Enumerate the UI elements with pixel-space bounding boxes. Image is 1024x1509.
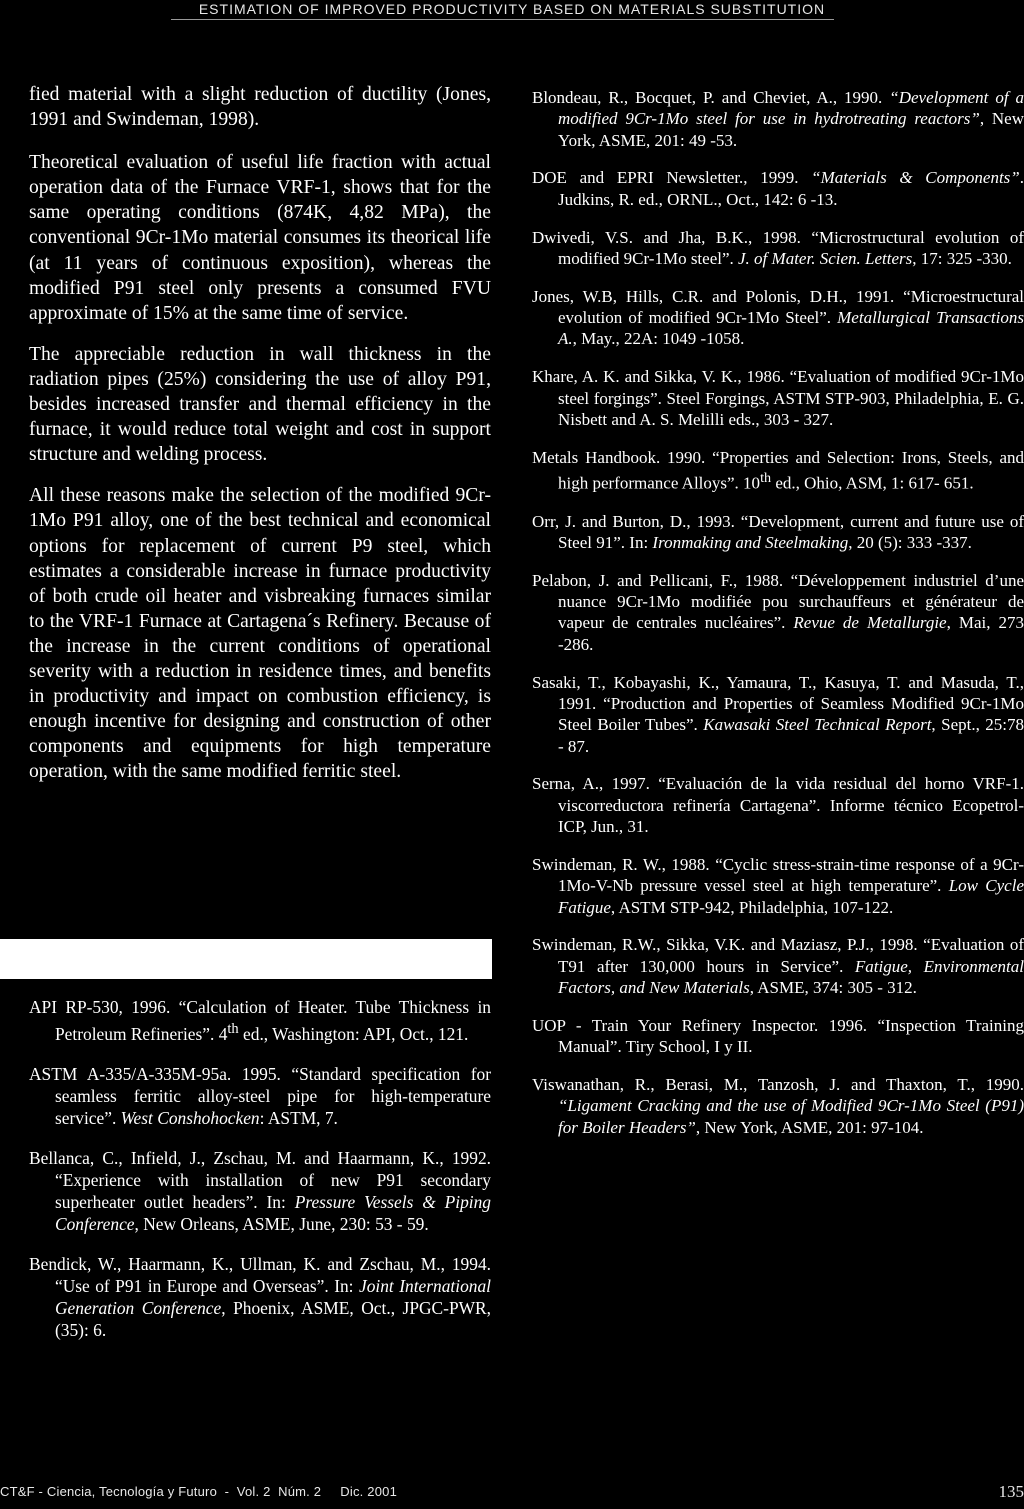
- reference-text: API RP-530, 1996. “Calculation of Heater. Tube Thickness in Petroleum Refineries”. 4: [29, 997, 491, 1044]
- reference-text: : ASTM, 7.: [259, 1107, 338, 1128]
- reference-italic: Ironmaking and Steelmaking: [652, 532, 849, 552]
- reference-entry: [532, 570, 1024, 655]
- reference-text: Sasaki, T., Kobayashi, K., Yamaura, T., Kasuya, T. and Masuda, T., 1991. “Production and Properties of Seamless Modified 9Cr-1Mo Steel Boiler Tubes”.: [532, 672, 1024, 735]
- reference-entry: [532, 227, 1024, 270]
- paragraph: All these reasons make the selection of the modified 9Cr-1Mo P91 alloy, one of the best technical and economical options for replacement of current P9 steel, which estimates a considerable increase in furnace productivity of both crude oil heater and visbreaking furnaces similar to the VRF-1 Furnace at Cartagena´s Refinery. Because of the increase in the current conditions of operational severity with a reduction in residence times, and benefits in productivity and impact on combustion efficiency, is enough incentive for designing and construction of other components and equipments for high temperature operation, with the same modified ferritic steel.: [29, 485, 491, 783]
- reference-entry: [532, 366, 1024, 430]
- paragraph: Theoretical evaluation of useful life fraction with actual operation data of the Furnace VRF-1, shows that for the same operating conditions (874K, 4,82 MPa), the conventional 9Cr-1Mo material consumes its theorical life (at 11 years of continuous exposition), whereas the modified P91 steel only presents a consumed FVU approximate of 15% at the same time of service.: [29, 152, 491, 324]
- reference-superscript: th: [227, 1021, 239, 1037]
- running-header-title: ESTIMATION OF IMPROVED PRODUCTIVITY BASED ON MATERIALS SUBSTITUTION: [198, 1, 826, 17]
- reference-entry: [29, 1253, 491, 1341]
- reference-text: Pelabon, J. and Pellicani, F., 1988. “Développement industriel d’une nuance 9Cr-1Mo modifiée pou surchauffeurs et générateur de vapeur de centrales nucléaires”.: [532, 570, 1024, 633]
- reference-text: , New York, ASME, 201: 49 -53.: [558, 109, 1024, 150]
- reference-text: Serna, A., 1997. “Evaluación de la vida residual del horno VRF-1. viscorreductora refinería Cartagena”. Informe técnico Ecopetrol-ICP, Jun., 31.: [532, 774, 1024, 837]
- reference-text: Swindeman, R.W., Sikka, V.K. and Maziasz, P.J., 1998. “Evaluation of T91 after 130,000 hours in Service”.: [532, 935, 1024, 976]
- reference-entry: [532, 1015, 1024, 1058]
- reference-text: Jones, W.B, Hills, C.R. and Polonis, D.H., 1991. “Microestructural evolution of modified 9Cr-1Mo Steel”.: [532, 286, 1024, 328]
- reference-text: ed., Ohio, ASM, 1: 617- 651.: [771, 473, 974, 493]
- body-text-column: [29, 82, 491, 800]
- reference-italic: Low Cycle Fatigue: [558, 876, 1024, 917]
- reference-entry: [532, 934, 1024, 998]
- reference-entry: [532, 854, 1024, 918]
- reference-text: . Judkins, R. ed., ORNL., Oct., 142: 6 -13.: [558, 168, 1024, 209]
- reference-entry: [532, 511, 1024, 554]
- page-number: 135: [998, 1482, 1024, 1501]
- reference-text: ed., Washington: API, Oct., 121.: [238, 1023, 469, 1044]
- reference-italic: “Ligament Cracking and the use of Modified 9Cr-1Mo Steel (P91) for Boiler Headers”: [558, 1096, 1024, 1137]
- paragraph: fied material with a slight reduction of ductility (Jones, 1991 and Swindeman, 1998).: [29, 84, 491, 131]
- reference-text: Bellanca, C., Infield, J., Zschau, M. and Haarmann, K., 1992. “Experience with installation of new P91 secondary superheater outlet headers”. In:: [29, 1147, 491, 1212]
- header-divider: [171, 19, 834, 20]
- reference-text: , May., 22A: 1049 -1058.: [572, 329, 745, 349]
- reference-entry: [532, 447, 1024, 494]
- reference-text: , ASTM STP-942, Philadelphia, 107-122.: [610, 897, 894, 917]
- reference-italic: Revue de Metallurgie: [793, 613, 947, 633]
- reference-italic: Joint International Generation Conference: [55, 1275, 491, 1318]
- reference-text: , Sept., 25:78 - 87.: [558, 715, 1024, 756]
- reference-text: Metals Handbook. 1990. “Properties and Selection: Irons, Steels, and high performance Alloys”. 10: [532, 447, 1024, 493]
- references-list-left: [29, 996, 491, 1359]
- reference-entry: [532, 87, 1024, 151]
- reference-text: Orr, J. and Burton, D., 1993. “Development, current and future use of Steel 91”. In:: [532, 511, 1024, 552]
- reference-text: , 20 (5): 333 -337.: [848, 532, 972, 552]
- reference-text: , ASME, 374: 305 - 312.: [749, 977, 917, 997]
- reference-italic: West Conshohocken: [120, 1107, 260, 1128]
- reference-italic: Fatigue, Environmental Factors, and New Materials: [558, 956, 1024, 997]
- references-list-right: [532, 87, 1024, 1155]
- reference-text: Dwivedi, V.S. and Jha, B.K., 1998. “Microstructural evolution of modified 9Cr-1Mo steel”.: [532, 227, 1024, 268]
- reference-entry: [532, 286, 1024, 350]
- reference-entry: [532, 672, 1024, 757]
- paragraph: The appreciable reduction in wall thickness in the radiation pipes (25%) considering the use of alloy P91, besides increased transfer and thermal efficiency in the furnace, it would reduce total weight and cost in support structure and welding process.: [29, 343, 491, 466]
- reference-text: , Mai, 273 -286.: [558, 613, 1024, 654]
- references-section-bar: [0, 939, 492, 979]
- reference-italic: Pressure Vessels & Piping Conference: [55, 1191, 491, 1234]
- reference-entry: [532, 773, 1024, 837]
- reference-italic: J. of Mater. Scien. Letters: [738, 248, 913, 268]
- reference-text: Blondeau, R., Bocquet, P. and Cheviet, A., 1990.: [532, 88, 890, 107]
- reference-entry: [532, 167, 1024, 210]
- reference-text: Viswanathan, R., Berasi, M., Tanzosh, J. and Thaxton, T., 1990.: [532, 1075, 1024, 1095]
- reference-entry: [29, 1147, 491, 1235]
- reference-text: , New Orleans, ASME, June, 230: 53 - 59.: [134, 1213, 429, 1234]
- reference-superscript: th: [760, 470, 772, 487]
- reference-italic: “Materials & Components”: [811, 168, 1020, 188]
- reference-italic: Metallurgical Transactions A.: [558, 308, 1024, 349]
- reference-entry: [29, 996, 491, 1045]
- reference-text: Bendick, W., Haarmann, K., Ullman, K. and Zschau, M., 1994. “Use of P91 in Europe and Overseas”. In:: [29, 1253, 491, 1296]
- reference-text: , 17: 325 -330.: [912, 248, 1012, 268]
- reference-text: DOE and EPRI Newsletter., 1999.: [532, 168, 812, 188]
- reference-text: Khare, A. K. and Sikka, V. K., 1986. “Evaluation of modified 9Cr-1Mo steel forgings”. Steel Forgings, ASTM STP-903, Philadelphia, E. G. Nisbett and A. S. Melilli eds., 303 - 327.: [532, 367, 1024, 429]
- reference-entry: [29, 1063, 491, 1129]
- reference-entry: [532, 1074, 1024, 1138]
- reference-text: UOP - Train Your Refinery Inspector. 1996. “Inspection Training Manual”. Tiry School, I y II.: [532, 1015, 1024, 1057]
- reference-italic: “Development of a modified 9Cr-1Mo steel for use in hydrotreating reactors”: [558, 88, 1024, 129]
- reference-text: , Phoenix, ASME, Oct., JPGC-PWR, (35): 6.: [55, 1297, 491, 1340]
- journal-citation: CT&F - Ciencia, Tecnología y Futuro - Vol. 2 Núm. 2 Dic. 2001: [0, 1484, 398, 1499]
- running-header: [0, 0, 1024, 17]
- reference-text: ASTM A-335/A-335M-95a. 1995. “Standard specification for seamless ferritic alloy-steel pipe for high-temperature service”.: [29, 1063, 491, 1128]
- reference-italic: Kawasaki Steel Technical Report: [703, 715, 932, 735]
- reference-text: , New York, ASME, 201: 97-104.: [695, 1117, 924, 1137]
- reference-text: Swindeman, R. W., 1988. “Cyclic stress-strain-time response of a 9Cr-1Mo-V-Nb pressure vessel steel at high temperature”.: [532, 854, 1024, 896]
